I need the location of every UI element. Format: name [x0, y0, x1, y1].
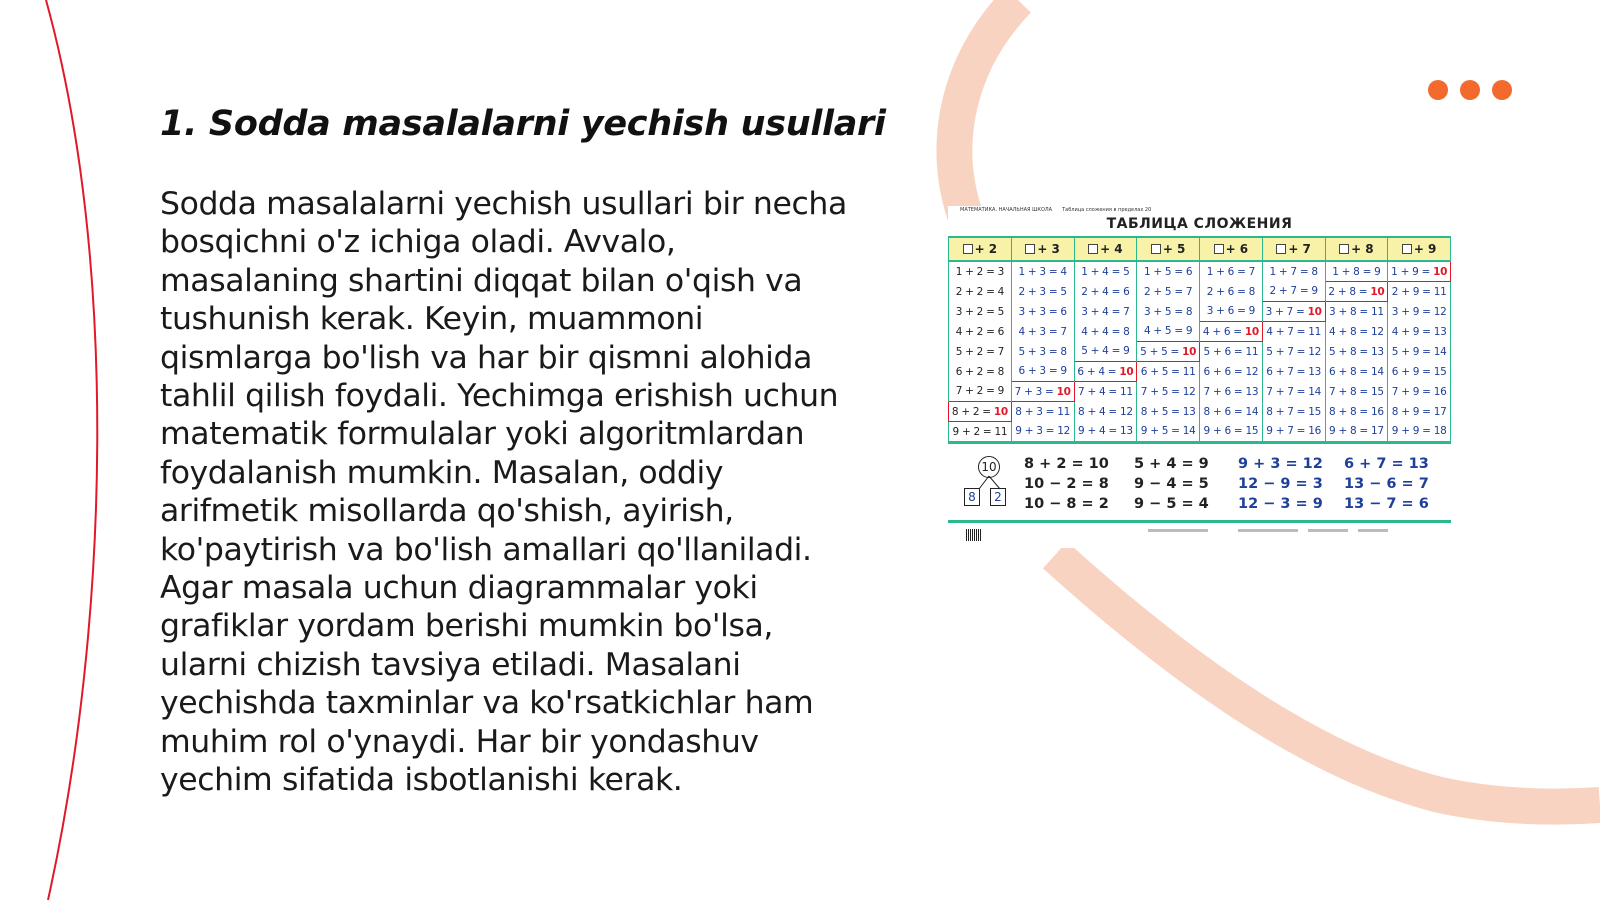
table-cell: 5 + 3 = 8 — [1011, 342, 1074, 362]
equation-group — [1238, 454, 1323, 514]
equation-line: 12 − 3 = 9 — [1238, 496, 1323, 512]
table-cell: 5 + 6 = 11 — [1200, 342, 1263, 362]
table-cell: 9 + 7 = 16 — [1262, 422, 1325, 443]
equation-group — [1134, 454, 1209, 514]
table-column-header: + 5 — [1137, 237, 1200, 261]
equation-line: 10 − 8 = 2 — [1024, 496, 1109, 512]
table-column-header: + 4 — [1074, 237, 1137, 261]
poster-examples — [948, 444, 1451, 520]
table-cell: 7 + 4 = 11 — [1074, 382, 1137, 402]
blank-box-icon — [1276, 244, 1286, 254]
table-cell: 1 + 5 = 6 — [1137, 261, 1200, 282]
equation-line: 9 − 5 = 4 — [1134, 496, 1209, 512]
table-cell: 4 + 4 = 8 — [1074, 322, 1137, 342]
table-row — [949, 362, 1451, 382]
equation-line: 10 − 2 = 8 — [1024, 476, 1109, 492]
table-cell: 6 + 6 = 12 — [1200, 362, 1263, 382]
table-cell: 8 + 3 = 11 — [1011, 402, 1074, 422]
equation-line: 13 − 7 = 6 — [1344, 496, 1429, 512]
table-cell: 7 + 6 = 13 — [1200, 382, 1263, 402]
table-cell: 5 + 2 = 7 — [949, 342, 1012, 362]
table-row — [949, 422, 1451, 443]
equation-line: 5 + 4 = 9 — [1134, 456, 1209, 472]
table-cell: 3 + 5 = 8 — [1137, 302, 1200, 322]
table-cell: 7 + 9 = 16 — [1388, 382, 1451, 402]
table-cell: 2 + 7 = 9 — [1262, 282, 1325, 302]
table-cell: 8 + 4 = 12 — [1074, 402, 1137, 422]
table-cell: 2 + 2 = 4 — [949, 282, 1012, 302]
table-cell: 9 + 6 = 15 — [1200, 422, 1263, 443]
blank-box-icon — [1402, 244, 1412, 254]
table-cell: 2 + 8 = 10 — [1325, 282, 1388, 302]
table-cell: 6 + 4 = 10 — [1074, 362, 1137, 382]
addition-table — [948, 236, 1451, 444]
table-cell: 1 + 6 = 7 — [1200, 261, 1263, 282]
table-row — [949, 282, 1451, 302]
table-cell: 4 + 6 = 10 — [1200, 322, 1263, 342]
table-cell: 5 + 8 = 13 — [1325, 342, 1388, 362]
poster-header — [948, 206, 1451, 214]
table-cell: 1 + 8 = 9 — [1325, 261, 1388, 282]
table-cell: 5 + 7 = 12 — [1262, 342, 1325, 362]
equation-line: 13 − 6 = 7 — [1344, 476, 1429, 492]
equation-line: 9 + 3 = 12 — [1238, 456, 1323, 472]
table-cell: 6 + 9 = 15 — [1388, 362, 1451, 382]
table-cell: 7 + 5 = 12 — [1137, 382, 1200, 402]
table-cell: 3 + 3 = 6 — [1011, 302, 1074, 322]
addition-table-image — [948, 206, 1451, 548]
table-cell: 6 + 8 = 14 — [1325, 362, 1388, 382]
table-cell: 4 + 7 = 11 — [1262, 322, 1325, 342]
number-square: 2 — [990, 488, 1006, 506]
table-cell: 9 + 3 = 12 — [1011, 422, 1074, 443]
table-cell: 5 + 9 = 14 — [1388, 342, 1451, 362]
table-cell: 5 + 5 = 10 — [1137, 342, 1200, 362]
table-cell: 9 + 9 = 18 — [1388, 422, 1451, 443]
branch-lines — [974, 476, 1008, 490]
equation-group — [1344, 454, 1429, 514]
table-cell: 5 + 4 = 9 — [1074, 342, 1137, 362]
poster-header-right: Таблица сложения в пределах 20 — [1062, 207, 1152, 213]
table-cell: 4 + 8 = 12 — [1325, 322, 1388, 342]
table-cell: 3 + 4 = 7 — [1074, 302, 1137, 322]
equation-line: 8 + 2 = 10 — [1024, 456, 1109, 472]
table-cell: 1 + 2 = 3 — [949, 261, 1012, 282]
table-cell: 2 + 4 = 6 — [1074, 282, 1137, 302]
blank-box-icon — [1025, 244, 1035, 254]
table-cell: 9 + 2 = 11 — [949, 422, 1012, 443]
table-cell: 9 + 8 = 17 — [1325, 422, 1388, 443]
table-cell: 4 + 5 = 9 — [1137, 322, 1200, 342]
table-row — [949, 342, 1451, 362]
table-cell: 8 + 8 = 16 — [1325, 402, 1388, 422]
left-red-curve — [46, 0, 97, 900]
slide-body-text: Sodda masalalarni yechish usullari bir necha bosqichni o'z ichiga oladi. Avvalo, masalaning shartini diqqat bilan o'qish va tushunish kerak. Keyin, muammoni qismlarga bo'lish va har bir qismni alohida tahlil qilish foydali. Yechimga erishish uchun matematik formulalar yoki algoritmlardan foydalanish mumkin. Masalan, oddiy arifmetik misollarda qo'shish, ayirish, ko'paytirish va bo'lish amallari qo'llaniladi. Agar masala uchun diagrammalar yoki grafiklar yordam berishi mumkin bo'lsa, ularni chizish tavsiya etiladi. Masalani yechishda taxminlar va ko'rsatkichlar ham muhim rol o'ynaydi. Har bir yondashuv yechim sifatida isbotlanishi kerak. — [160, 186, 847, 799]
table-cell: 8 + 5 = 13 — [1137, 402, 1200, 422]
table-cell: 7 + 2 = 9 — [949, 382, 1012, 402]
number-square: 8 — [964, 488, 980, 506]
table-cell: 8 + 2 = 10 — [949, 402, 1012, 422]
menu-dots — [1428, 80, 1512, 100]
table-column-header: + 9 — [1388, 237, 1451, 261]
dot-icon — [1428, 80, 1448, 100]
table-cell: 1 + 9 = 10 — [1388, 261, 1451, 282]
table-cell: 7 + 7 = 14 — [1262, 382, 1325, 402]
equation-line: 9 − 4 = 5 — [1134, 476, 1209, 492]
table-cell: 2 + 6 = 8 — [1200, 282, 1263, 302]
table-cell: 3 + 9 = 12 — [1388, 302, 1451, 322]
poster-title: ТАБЛИЦА СЛОЖЕНИЯ — [1106, 216, 1293, 232]
table-cell: 6 + 2 = 8 — [949, 362, 1012, 382]
number-circle: 10 — [978, 456, 1000, 478]
blank-box-icon — [1151, 244, 1161, 254]
table-cell: 1 + 4 = 5 — [1074, 261, 1137, 282]
table-row — [949, 302, 1451, 322]
dot-icon — [1492, 80, 1512, 100]
table-cell: 1 + 3 = 4 — [1011, 261, 1074, 282]
table-cell: 4 + 9 = 13 — [1388, 322, 1451, 342]
equation-group — [1024, 454, 1109, 514]
table-cell: 3 + 8 = 11 — [1325, 302, 1388, 322]
blank-box-icon — [1339, 244, 1349, 254]
table-row — [949, 382, 1451, 402]
table-cell: 8 + 6 = 14 — [1200, 402, 1263, 422]
table-cell: 8 + 7 = 15 — [1262, 402, 1325, 422]
poster-footer — [948, 520, 1451, 545]
equation-line: 6 + 7 = 13 — [1344, 456, 1429, 472]
table-cell: 4 + 3 = 7 — [1011, 322, 1074, 342]
table-column-header: + 8 — [1325, 237, 1388, 261]
table-column-header: + 2 — [949, 237, 1012, 261]
table-cell: 7 + 8 = 15 — [1325, 382, 1388, 402]
barcode-icon — [966, 529, 982, 541]
table-row — [949, 261, 1451, 282]
table-cell: 6 + 7 = 13 — [1262, 362, 1325, 382]
blank-box-icon — [963, 244, 973, 254]
table-cell: 6 + 5 = 11 — [1137, 362, 1200, 382]
table-cell: 3 + 7 = 10 — [1262, 302, 1325, 322]
table-cell: 9 + 5 = 14 — [1137, 422, 1200, 443]
blank-box-icon — [1214, 244, 1224, 254]
table-cell: 3 + 6 = 9 — [1200, 302, 1263, 322]
blank-box-icon — [1088, 244, 1098, 254]
table-cell: 2 + 9 = 11 — [1388, 282, 1451, 302]
table-cell: 6 + 3 = 9 — [1011, 362, 1074, 382]
table-column-header: + 6 — [1200, 237, 1263, 261]
table-row — [949, 322, 1451, 342]
poster-header-left: МАТЕМАТИКА. НАЧАЛЬНАЯ ШКОЛА — [960, 207, 1053, 213]
equation-line: 12 − 9 = 3 — [1238, 476, 1323, 492]
table-cell: 2 + 5 = 7 — [1137, 282, 1200, 302]
table-cell: 2 + 3 = 5 — [1011, 282, 1074, 302]
dot-icon — [1460, 80, 1480, 100]
table-column-header: + 3 — [1011, 237, 1074, 261]
table-row — [949, 402, 1451, 422]
table-cell: 9 + 4 = 13 — [1074, 422, 1137, 443]
table-cell: 3 + 2 = 5 — [949, 302, 1012, 322]
table-cell: 8 + 9 = 17 — [1388, 402, 1451, 422]
table-cell: 1 + 7 = 8 — [1262, 261, 1325, 282]
table-cell: 4 + 2 = 6 — [949, 322, 1012, 342]
table-cell: 7 + 3 = 10 — [1011, 382, 1074, 402]
table-column-header: + 7 — [1262, 237, 1325, 261]
slide-title: 1. Sodda masalalarni yechish usullari — [160, 104, 886, 144]
